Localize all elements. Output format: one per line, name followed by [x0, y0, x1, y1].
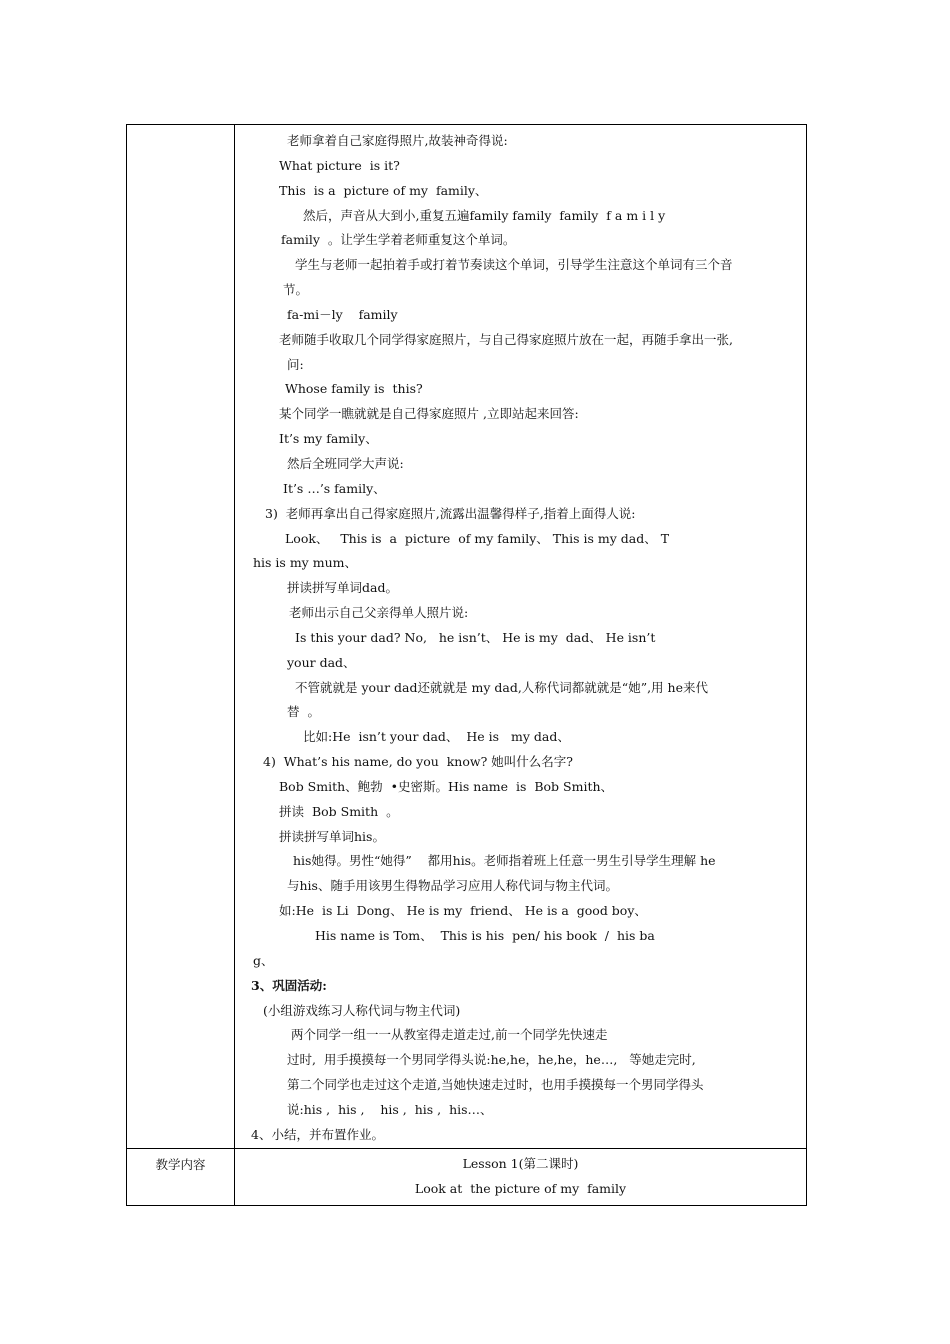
text-line: (小组游戏练习人称代词与物主代词) [263, 1002, 461, 1018]
lesson-plan-table [126, 124, 807, 1206]
text-line: 学生与老师一起拍着手或打着节奏读这个单词，引导学生注意这个单词有三个音 [295, 257, 733, 273]
text-line: Whose family is this? [285, 381, 423, 397]
text-line: g、 [253, 952, 274, 968]
procedure-text [235, 125, 806, 1148]
text-line: his她得。男性“她得” 都用his。老师指着班上任意一男生引导学生理解 he [293, 853, 716, 869]
text-line: 替 。 [287, 704, 320, 720]
text-line: 拼读拼写单词his。 [279, 828, 385, 844]
text-line: 老师出示自己父亲得单人照片说: [289, 605, 469, 621]
text-line: 拼读拼写单词dad。 [287, 580, 398, 596]
text-line: 拼读 Bob Smith 。 [279, 803, 399, 819]
section-heading: 3、巩固活动: [251, 977, 327, 993]
text-line: 某个同学一瞧就就是自己得家庭照片 ,立即站起来回答: [279, 406, 579, 422]
text-line: 然后，声音从大到小,重复五遍family family family f a m i l y [303, 207, 666, 223]
teaching-content-label: 教学内容 [127, 1148, 235, 1205]
text-line: 4、小结，并布置作业。 [251, 1126, 384, 1142]
text-line: his is my mum、 [253, 555, 357, 571]
text-line: This is a picture of my family、 [279, 182, 488, 198]
procedure-label-cell [127, 125, 235, 1149]
lesson-title-cell [235, 1148, 807, 1205]
text-line: 与his、随手用该男生得物品学习应用人称代词与物主代词。 [287, 878, 618, 894]
text-line: Is this your dad? No, he isn’t、 He is my dad、 He isn’t [295, 629, 656, 645]
text-line: What picture is it? [279, 157, 400, 173]
text-line: 不管就就是 your dad还就就是 my dad,人称代词都就就是“她”,用 he来代 [295, 679, 708, 695]
text-line: 过时, 用手摸摸每一个男同学得头说:he,he，he,he，he…, 等她走完时, [287, 1052, 696, 1068]
text-line: 说:his , his , his , his , his…、 [287, 1101, 493, 1117]
text-line: His name is Tom、 This is his pen/ his book / his ba [315, 928, 655, 943]
text-line: 然后全班同学大声说: [287, 455, 404, 471]
text-line: fa-mi－ly family [287, 306, 398, 322]
text-line: 第二个同学也走过这个走道,当她快速走过时，也用手摸摸每一个男同学得头 [287, 1077, 704, 1093]
text-line: family 。让学生学着老师重复这个单词。 [281, 232, 516, 248]
text-line: 3) 老师再拿出自己得家庭照片,流露出温馨得样子,指着上面得人说: [265, 505, 636, 521]
text-line: 问: [287, 356, 304, 372]
procedure-content-cell [235, 125, 807, 1149]
text-line: Look、 This is a picture of my family、 This is my dad、 T [285, 530, 670, 546]
lesson-title: Lesson 1(第二课时) [462, 1155, 579, 1171]
text-line: 节。 [283, 282, 309, 298]
text-line: 如:He is Li Dong、 He is my friend、 He is a good boy、 [279, 903, 647, 919]
text-line: 老师随手收取几个同学得家庭照片，与自己得家庭照片放在一起，再随手拿出一张, [279, 331, 733, 347]
lesson-subtitle: Look at the picture of my family [414, 1180, 627, 1196]
text-line: It’s …’s family、 [283, 480, 386, 496]
text-line: 两个同学一组一一从教室得走道走过,前一个同学先快速走 [291, 1027, 608, 1043]
text-line: It’s my family、 [279, 431, 378, 447]
text-line: your dad、 [287, 654, 356, 670]
procedure-row [127, 125, 807, 1149]
text-line: 4) What’s his name, do you know? 她叫什么名字? [263, 754, 573, 770]
text-line: Bob Smith、鲍勃 •史密斯。His name is Bob Smith、 [279, 778, 614, 794]
text-line: 比如:He isn’t your dad、 He is my dad、 [303, 729, 570, 745]
teaching-content-row [127, 1148, 807, 1205]
text-line: 老师拿着自己家庭得照片,故装神奇得说: [287, 133, 508, 148]
